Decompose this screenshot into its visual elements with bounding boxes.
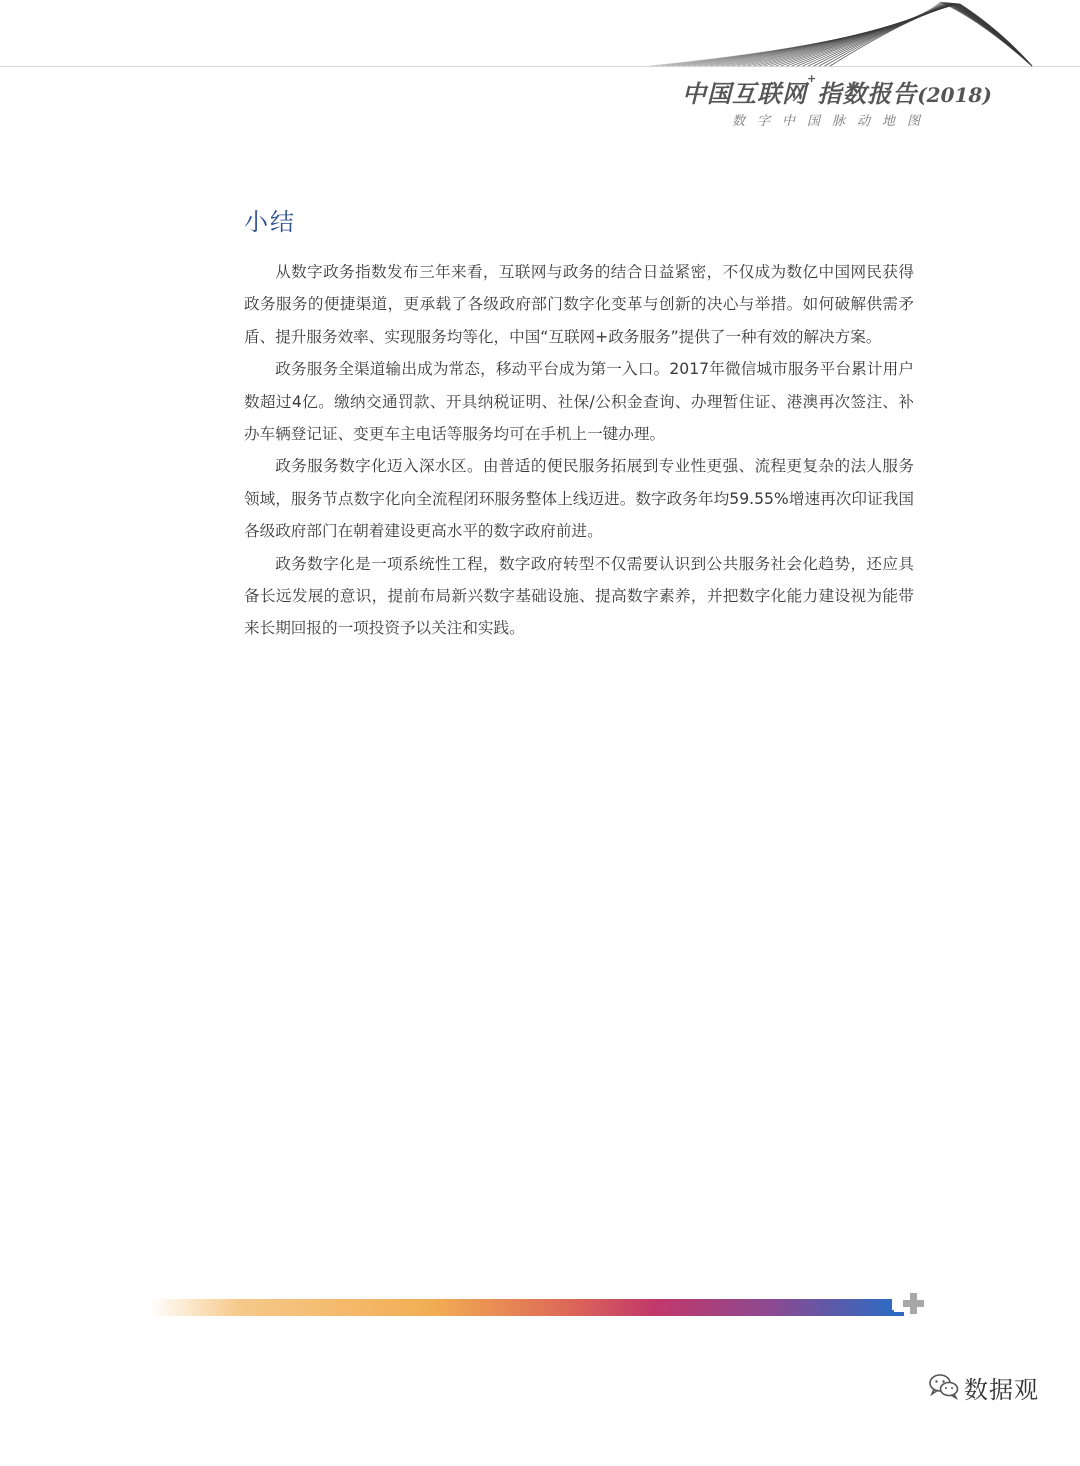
wechat-icon: [928, 1372, 960, 1400]
report-title: [682, 74, 1002, 108]
watermark: [928, 1370, 1068, 1404]
footer-gradient-bar: [150, 1299, 892, 1316]
mountain-line: [770, 3, 1032, 66]
mountain-line: [655, 2, 1032, 66]
report-title-rest: 指数报告: [817, 80, 918, 108]
paragraph: 政务服务全渠道输出成为常态，移动平台成为第一入口。2017年微信城市服务平台累计用户数超过4亿。缴纳交通罚款、开具纳税证明、社保/公积金查询、办理暂住证、港澳再次签注、补办车辆登记证、变更车主电话等服务均可在手机上一键办理。: [244, 360, 914, 444]
watermark-text: 数据观: [964, 1376, 1039, 1404]
section-title: 小结: [244, 208, 296, 236]
mountain-line: [765, 3, 1032, 66]
mountain-line: [743, 3, 1032, 66]
paragraph: 政务服务数字化迈入深水区。由普适的便民服务拓展到专业性更强、流程更复杂的法人服务领域，服务节点数字化向全流程闭环服务整体上线迈进。数字政务年均59.55%增速再次印证我国各级政府部门在朝着建设更高水平的数字政府前进。: [244, 457, 914, 541]
report-title-main: 中国互联网: [682, 80, 807, 108]
paragraph: 政务数字化是一项系统性工程，数字政府转型不仅需要认识到公共服务社会化趋势，还应具备长远发展的意识，提前布局新兴数字基础设施、提高数字素养，并把数字化能力建设视为能带来长期回报的一项投资予以关注和实践。: [244, 554, 914, 638]
header-mountain-decoration: [640, 0, 1040, 70]
section-body: [244, 256, 914, 645]
report-subtitle: 数字中国脉动地图: [732, 114, 933, 129]
mountain-line: [661, 2, 1032, 66]
paragraph: 从数字政务指数发布三年来看，互联网与政务的结合日益紧密，不仅成为数亿中国网民获得政务服务的便捷渠道，更承载了各级政府部门数字化变革与创新的决心与举措。如何破解供需矛盾、提升服务效率、实现服务均等化，中国“互联网+政务服务”提供了一种有效的解决方案。: [244, 263, 914, 346]
report-title-plus: +: [807, 72, 818, 85]
mountain-line: [672, 2, 1032, 66]
mountain-line: [666, 2, 1032, 66]
plus-icon: [886, 1290, 926, 1320]
report-title-year: (2018): [917, 83, 992, 107]
